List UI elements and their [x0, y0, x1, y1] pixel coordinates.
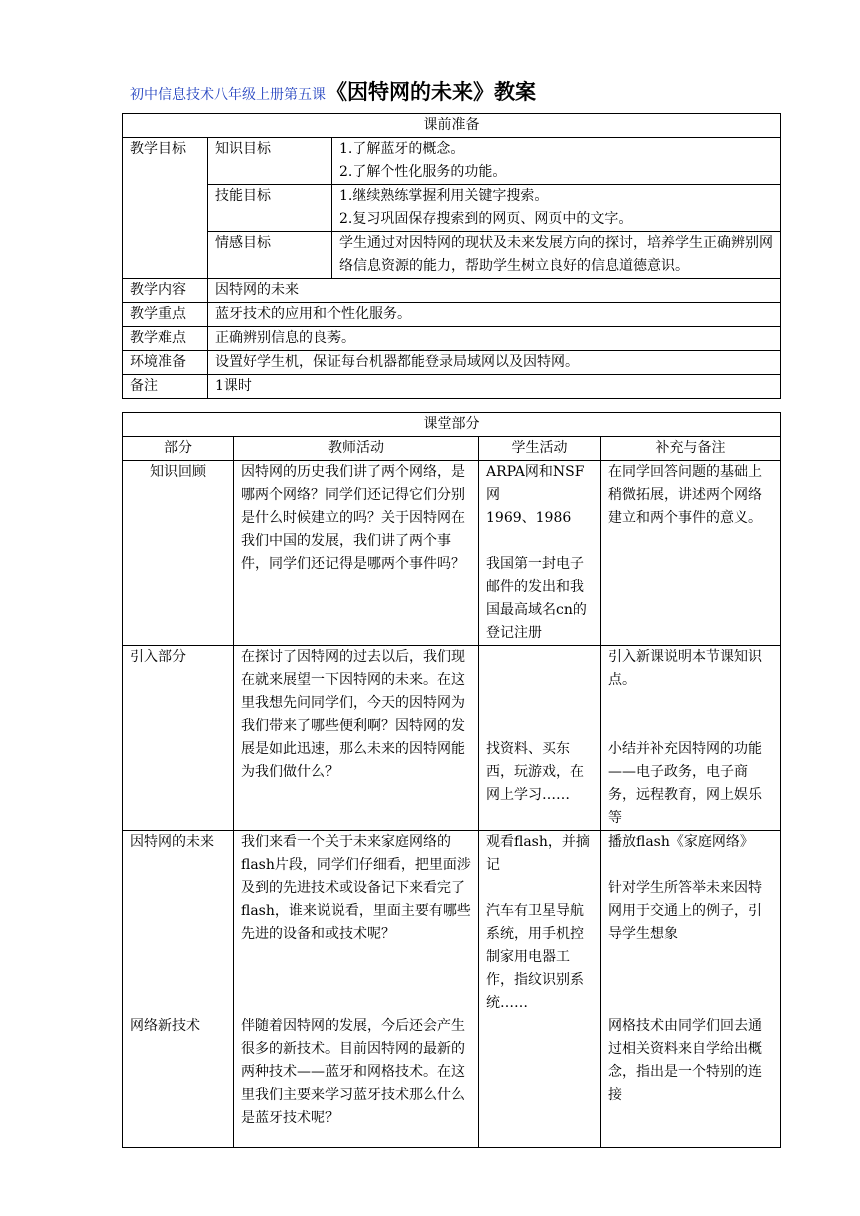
knowledge-line-2: 2.了解个性化服务的功能。 [339, 164, 507, 180]
intro-note-1: 引入新课说明本节课知识点。 [608, 649, 762, 688]
remark-label: 备注 [123, 375, 208, 399]
intro-note-cell [601, 646, 781, 831]
future-note-2: 针对学生所答举未来因特网用于交通上的例子，引导学生想象 [608, 880, 762, 942]
review-student-1: ARPA网和NSF网 [486, 464, 585, 503]
skill-label: 技能目标 [208, 185, 332, 232]
skill-lines [332, 185, 781, 232]
review-note: 在同学回答问题的基础上稍微拓展，讲述两个网络建立和两个事件的意义。 [601, 461, 781, 646]
document-title [130, 76, 536, 110]
review-student-3: 我国第一封电子邮件的发出和我国最高域名cn的登记注册 [486, 556, 587, 641]
col-student: 学生活动 [479, 437, 601, 461]
future-student-2: 汽车有卫星导航系统，用手机控制家用电器工作，指纹识别系统…… [486, 903, 584, 1011]
keypoint-value: 蓝牙技术的应用和个性化服务。 [208, 303, 781, 327]
prep-header: 课前准备 [123, 114, 781, 138]
future-note-cell [601, 831, 781, 1148]
title-main: 《因特网的未来》教案 [326, 79, 536, 104]
intro-note-2: 小结并补充因特网的功能——电子政务，电子商务，远程教育，网上娱乐等 [608, 741, 762, 826]
environment-label: 环境准备 [123, 351, 208, 375]
future-note-1: 播放flash《家庭网络》 [608, 834, 754, 850]
col-teacher: 教师活动 [234, 437, 479, 461]
emotion-text: 学生通过对因特网的现状及未来发展方向的探讨，培养学生正确辨别网络信息资源的能力，帮助学生树立良好的信息道德意识。 [332, 232, 781, 279]
review-part: 知识回顾 [123, 461, 234, 646]
future-student-1: 观看flash，并摘记 [486, 834, 590, 873]
knowledge-lines [332, 138, 781, 185]
intro-part: 引入部分 [123, 646, 234, 831]
skill-line-1: 1.继续熟练掌握利用关键字搜索。 [339, 188, 549, 204]
review-student [479, 461, 601, 646]
environment-value: 设置好学生机，保证每台机器都能登录局域网以及因特网。 [208, 351, 781, 375]
class-table [122, 412, 781, 1148]
future-part: 因特网的未来 [130, 834, 214, 850]
newtech-note: 网格技术由同学们回去通过相关资料来自学给出概念，指出是一个特别的连接 [608, 1018, 762, 1103]
content-label: 教学内容 [123, 279, 208, 303]
objectives-label: 教学目标 [123, 138, 208, 279]
col-part: 部分 [123, 437, 234, 461]
future-part-cell [123, 831, 234, 1148]
knowledge-label: 知识目标 [208, 138, 332, 185]
newtech-part: 网络新技术 [130, 1018, 200, 1034]
intro-student: 找资料、买东西，玩游戏，在网上学习…… [486, 741, 584, 803]
keypoint-label: 教学重点 [123, 303, 208, 327]
skill-line-2: 2.复习巩固保存搜索到的网页、网页中的文字。 [339, 211, 633, 227]
difficulty-label: 教学难点 [123, 327, 208, 351]
future-teacher-cell [234, 831, 479, 1148]
intro-teacher: 在探讨了因特网的过去以后，我们现在就来展望一下因特网的未来。在这里我想先问同学们，今天的因特网为我们带来了哪些便利啊？因特网的发展是如此迅速，那么未来的因特网能为我们做什么？ [234, 646, 479, 831]
prep-table [122, 113, 781, 399]
review-student-2: 1969、1986 [486, 510, 572, 526]
newtech-teacher: 伴随着因特网的发展，今后还会产生很多的新技术。目前因特网的最新的两种技术——蓝牙和网格技术。在这里我们主要来学习蓝牙技术那么什么是蓝牙技术呢？ [241, 1018, 465, 1126]
col-note: 补充与备注 [601, 437, 781, 461]
intro-student-cell [479, 646, 601, 831]
difficulty-value: 正确辨别信息的良莠。 [208, 327, 781, 351]
remark-value: 1课时 [208, 375, 781, 399]
review-teacher: 因特网的历史我们讲了两个网络，是哪两个网络？同学们还记得它们分别是什么时候建立的吗？关于因特网在我们中国的发展，我们讲了两个事件，同学们还记得是哪两个事件吗？ [234, 461, 479, 646]
content-value: 因特网的未来 [208, 279, 781, 303]
emotion-label: 情感目标 [208, 232, 332, 279]
future-teacher: 我们来看一个关于未来家庭网络的flash片段，同学们仔细看，把里面涉及到的先进技术或设备记下来看完了flash，谁来说说看，里面主要有哪些先进的设备和或技术呢？ [241, 834, 471, 942]
future-student-cell [479, 831, 601, 1148]
knowledge-line-1: 1.了解蓝牙的概念。 [339, 141, 465, 157]
class-header: 课堂部分 [123, 413, 781, 437]
title-prefix: 初中信息技术八年级上册第五课 [130, 87, 326, 103]
